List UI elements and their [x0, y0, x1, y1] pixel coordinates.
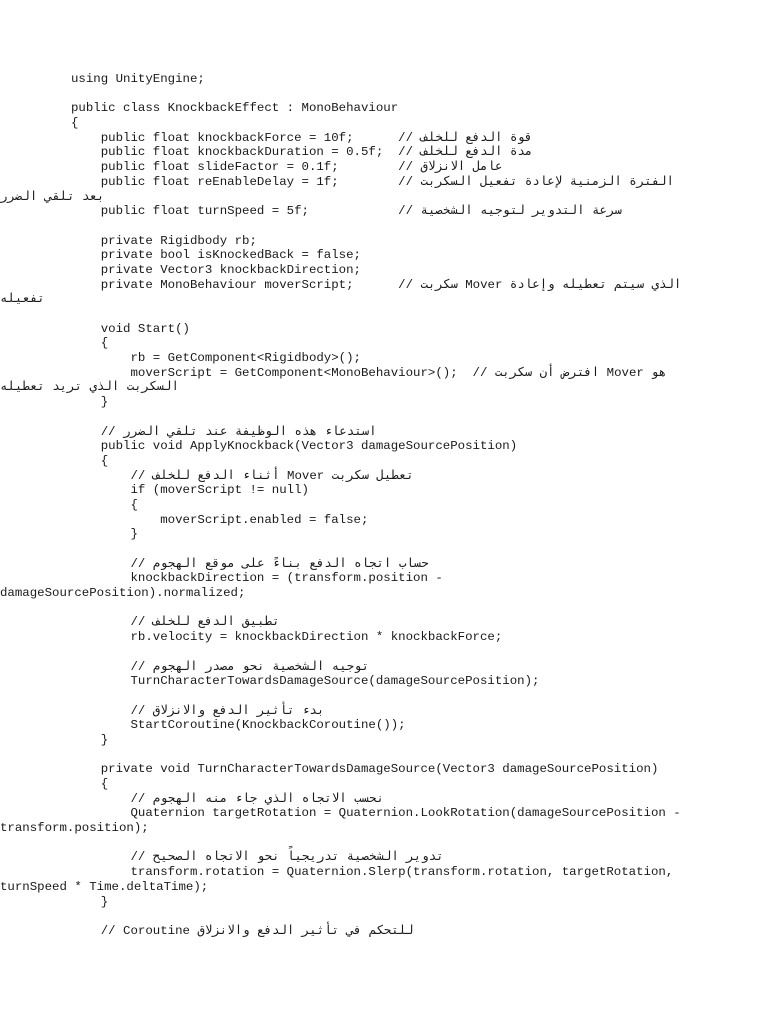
code-line: rb.velocity = knockbackDirection * knockbackForce;: [71, 630, 503, 645]
code-line: // نحسب الاتجاه الذي جاء منه الهجوم: [71, 791, 384, 806]
code-line: [71, 410, 711, 425]
code-line: // Coroutine للتحكم في تأثير الدفع والانزلاق: [71, 923, 414, 938]
code-line: moverScript.enabled = false;: [71, 512, 369, 527]
code-line: [71, 909, 711, 924]
code-line: [71, 689, 711, 704]
code-line: public float turnSpeed = 5f; // سرعة التدوير لتوجيه الشخصية: [71, 204, 622, 219]
code-line: [71, 542, 711, 557]
code-line: public class KnockbackEffect : MonoBehaviour: [71, 101, 399, 116]
code-block: [0, 72, 711, 939]
code-line-wrapped: السكربت الذي تريد تعطيله: [0, 380, 179, 395]
code-line: // أثناء الدفع للخلف Mover تعطيل سكربت: [71, 468, 414, 483]
code-line: [71, 601, 711, 616]
code-line: [71, 307, 711, 322]
code-line: Quaternion targetRotation = Quaternion.LookRotation(damageSourcePosition -: [71, 806, 681, 821]
code-line: }: [71, 527, 138, 542]
code-line: // بدء تأثير الدفع والانزلاق: [71, 703, 325, 718]
code-line: void Start(): [71, 321, 190, 336]
code-line: private Rigidbody rb;: [71, 233, 257, 248]
code-line: TurnCharacterTowardsDamageSource(damageSourcePosition);: [71, 674, 540, 689]
code-line: {: [71, 336, 109, 351]
code-line: public float knockbackDuration = 0.5f; // مدة الدفع للخلف: [71, 145, 533, 160]
code-line: public float slideFactor = 0.1f; // عامل الانزلاق: [71, 160, 503, 175]
code-line: knockbackDirection = (transform.position -: [71, 571, 443, 586]
code-line: if (moverScript != null): [71, 483, 309, 498]
code-line-wrapped: تفعيله: [0, 292, 45, 307]
code-line: {: [71, 777, 109, 791]
code-line-wrapped: turnSpeed * Time.deltaTime);: [0, 879, 209, 894]
code-line: [71, 836, 711, 851]
code-line: }: [71, 395, 109, 410]
code-line: private MonoBehaviour moverScript; // سكربت Mover الذي سيتم تعطيله وإعادة: [71, 277, 682, 292]
code-line: private void TurnCharacterTowardsDamageSource(Vector3 damageSourcePosition): [71, 762, 659, 777]
code-line: public void ApplyKnockback(Vector3 damageSourcePosition): [71, 439, 518, 454]
code-line: moverScript = GetComponent<MonoBehaviour>(); // افترض أن سكربت Mover هو: [71, 365, 667, 380]
code-line: {: [71, 497, 138, 512]
code-line: rb = GetComponent<Rigidbody>();: [71, 351, 361, 366]
code-line: StartCoroutine(KnockbackCoroutine());: [71, 718, 406, 733]
code-line: public float knockbackForce = 10f; // قوة الدفع للخلف: [71, 130, 533, 145]
code-line-wrapped: بعد تلقي الضرر: [0, 189, 105, 204]
code-line: // تدوير الشخصية تدريجياً نحو الاتجاه الصحيح: [71, 850, 444, 865]
code-line: private Vector3 knockbackDirection;: [71, 262, 361, 277]
code-line: // تطبيق الدفع للخلف: [71, 615, 280, 630]
code-line: using UnityEngine;: [71, 72, 205, 86]
code-line: {: [71, 453, 109, 468]
code-line: private bool isKnockedBack = false;: [71, 248, 361, 263]
code-line: [71, 645, 711, 660]
code-line: [71, 748, 711, 763]
code-line: // استدعاء هذه الوظيفة عند تلقي الضرر: [71, 424, 377, 439]
code-line-wrapped: transform.position);: [0, 821, 149, 836]
code-line: // حساب اتجاه الدفع بناءً على موقع الهجوم: [71, 556, 429, 571]
code-line: transform.rotation = Quaternion.Slerp(transform.rotation, targetRotation,: [71, 865, 674, 880]
code-line-wrapped: damageSourcePosition).normalized;: [0, 586, 246, 601]
code-line: {: [71, 116, 79, 131]
code-line: }: [71, 732, 109, 747]
code-line: // توجيه الشخصية نحو مصدر الهجوم: [71, 659, 370, 674]
code-line: [71, 219, 711, 234]
code-line: public float reEnableDelay = 1f; // الفترة الزمنية لإعادة تفعيل السكربت: [71, 174, 675, 189]
code-line: }: [71, 894, 109, 909]
code-line: [71, 87, 711, 102]
